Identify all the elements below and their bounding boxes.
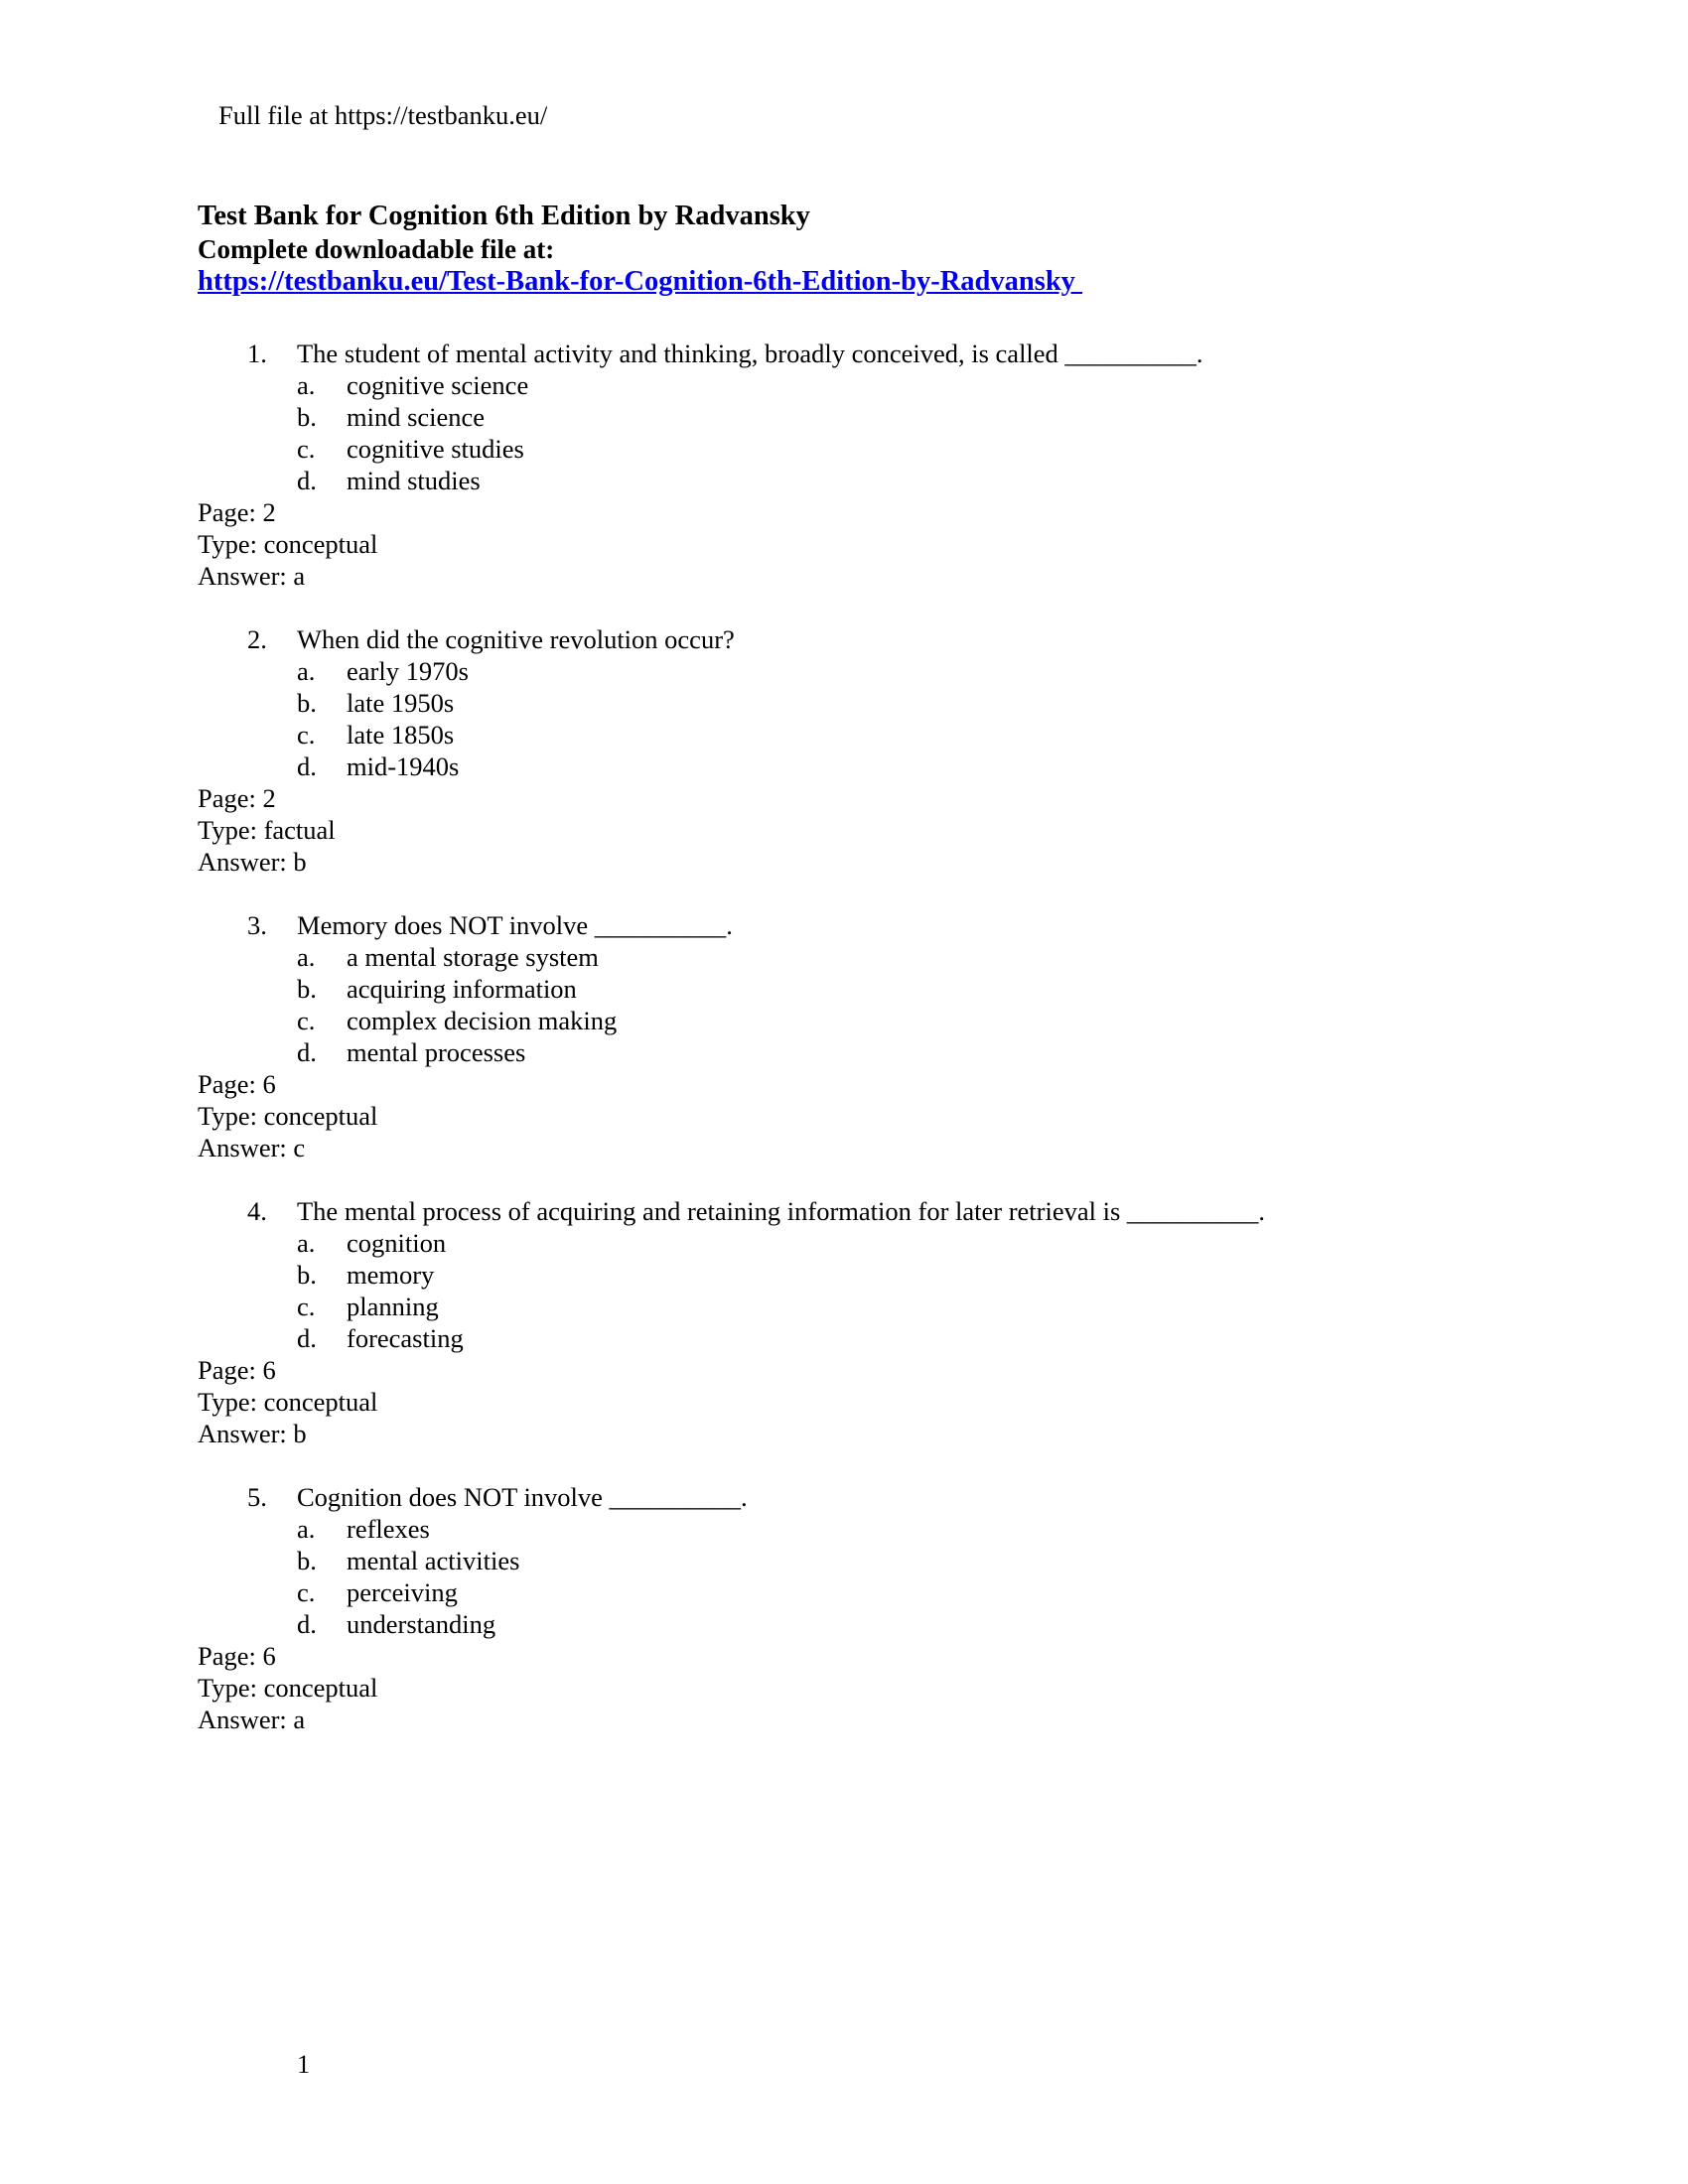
option-text: planning [347, 1292, 439, 1321]
document-header [198, 200, 1508, 299]
question-number: 1. [247, 339, 267, 368]
option-text: mind science [347, 402, 486, 432]
document-subtitle: Complete downloadable file at: [198, 234, 555, 264]
option-letter: c. [297, 1577, 316, 1607]
question-answer: Answer: c [198, 1133, 306, 1162]
answer-option [198, 687, 1508, 719]
answer-option [198, 1259, 1508, 1291]
option-letter: c. [297, 434, 316, 464]
option-text: perceiving [347, 1577, 458, 1607]
option-letter: a. [297, 1228, 316, 1258]
option-letter: b. [297, 1260, 317, 1290]
option-letter: d. [297, 751, 317, 781]
option-text: understanding [347, 1609, 496, 1639]
answer-option [198, 1513, 1508, 1545]
option-text: mind studies [347, 466, 481, 495]
option-letter: a. [297, 942, 316, 972]
option-text: cognition [347, 1228, 447, 1258]
question-answer: Answer: a [198, 1705, 306, 1734]
answer-option [198, 655, 1508, 687]
option-letter: d. [297, 1609, 317, 1639]
question-page: Page: 6 [198, 1069, 276, 1099]
option-text: acquiring information [347, 974, 577, 1004]
question-text: Memory does NOT involve __________. [297, 910, 733, 940]
option-text: late 1850s [347, 720, 455, 750]
question-type: Type: conceptual [198, 1387, 378, 1417]
question-type: Type: conceptual [198, 1101, 378, 1131]
option-letter: a. [297, 370, 316, 400]
question-page: Page: 6 [198, 1355, 276, 1385]
option-letter: c. [297, 1292, 316, 1321]
option-text: cognitive studies [347, 434, 524, 464]
option-letter: a. [297, 656, 316, 686]
question-number: 4. [247, 1196, 267, 1226]
option-letter: d. [297, 466, 317, 495]
question-text: The student of mental activity and thinking, broadly conceived, is called __________. [297, 339, 1203, 368]
answer-option [198, 751, 1508, 782]
option-text: late 1950s [347, 688, 455, 718]
question-answer: Answer: b [198, 847, 307, 877]
option-letter: b. [297, 402, 317, 432]
option-text: forecasting [347, 1323, 464, 1353]
option-text: complex decision making [347, 1006, 618, 1035]
top-note: Full file at https://testbanku.eu/ [218, 100, 548, 130]
answer-option [198, 1576, 1508, 1608]
option-text: cognitive science [347, 370, 529, 400]
answer-option [198, 1322, 1508, 1354]
option-text: early 1970s [347, 656, 469, 686]
question-type: Type: factual [198, 815, 336, 845]
question-5 [198, 1481, 1508, 1735]
question-page: Page: 2 [198, 783, 276, 813]
answer-option [198, 433, 1508, 465]
question-number: 2. [247, 624, 267, 654]
question-text: Cognition does NOT involve __________. [297, 1482, 748, 1512]
question-stem [198, 623, 1508, 655]
page-number: 1 [297, 2049, 311, 2079]
answer-option [198, 1036, 1508, 1068]
option-letter: b. [297, 688, 317, 718]
option-letter: d. [297, 1037, 317, 1067]
answer-option [198, 465, 1508, 496]
answer-option [198, 401, 1508, 433]
answer-option [198, 1608, 1508, 1640]
question-stem [198, 1481, 1508, 1513]
document-title: Test Bank for Cognition 6th Edition by Radvansky [198, 201, 810, 231]
question-text: The mental process of acquiring and retaining information for later retrieval is __________. [297, 1196, 1266, 1226]
question-3 [198, 909, 1508, 1163]
option-text: mental activities [347, 1546, 520, 1575]
question-type: Type: conceptual [198, 529, 378, 559]
question-type: Type: conceptual [198, 1673, 378, 1703]
question-number: 5. [247, 1482, 267, 1512]
question-answer: Answer: b [198, 1419, 307, 1448]
question-1 [198, 338, 1508, 592]
question-list [198, 338, 1508, 1767]
option-letter: b. [297, 1546, 317, 1575]
question-answer: Answer: a [198, 561, 306, 591]
option-text: memory [347, 1260, 435, 1290]
option-letter: a. [297, 1514, 316, 1544]
option-text: mid-1940s [347, 751, 460, 781]
option-letter: c. [297, 720, 316, 750]
answer-option [198, 1545, 1508, 1576]
question-text: When did the cognitive revolution occur? [297, 624, 735, 654]
question-stem [198, 909, 1508, 941]
download-link[interactable]: https://testbanku.eu/Test-Bank-for-Cognition-6th-Edition-by-Radvansky [198, 266, 1083, 297]
option-letter: b. [297, 974, 317, 1004]
option-text: mental processes [347, 1037, 526, 1067]
answer-option [198, 719, 1508, 751]
answer-option [198, 1227, 1508, 1259]
answer-option [198, 1005, 1508, 1036]
question-stem [198, 338, 1508, 369]
answer-option [198, 941, 1508, 973]
question-4 [198, 1195, 1508, 1449]
question-stem [198, 1195, 1508, 1227]
option-text: reflexes [347, 1514, 430, 1544]
answer-option [198, 369, 1508, 401]
option-text: a mental storage system [347, 942, 599, 972]
question-number: 3. [247, 910, 267, 940]
answer-option [198, 973, 1508, 1005]
option-letter: d. [297, 1323, 317, 1353]
option-letter: c. [297, 1006, 316, 1035]
answer-option [198, 1291, 1508, 1322]
question-2 [198, 623, 1508, 878]
question-page: Page: 6 [198, 1641, 276, 1671]
question-page: Page: 2 [198, 497, 276, 527]
